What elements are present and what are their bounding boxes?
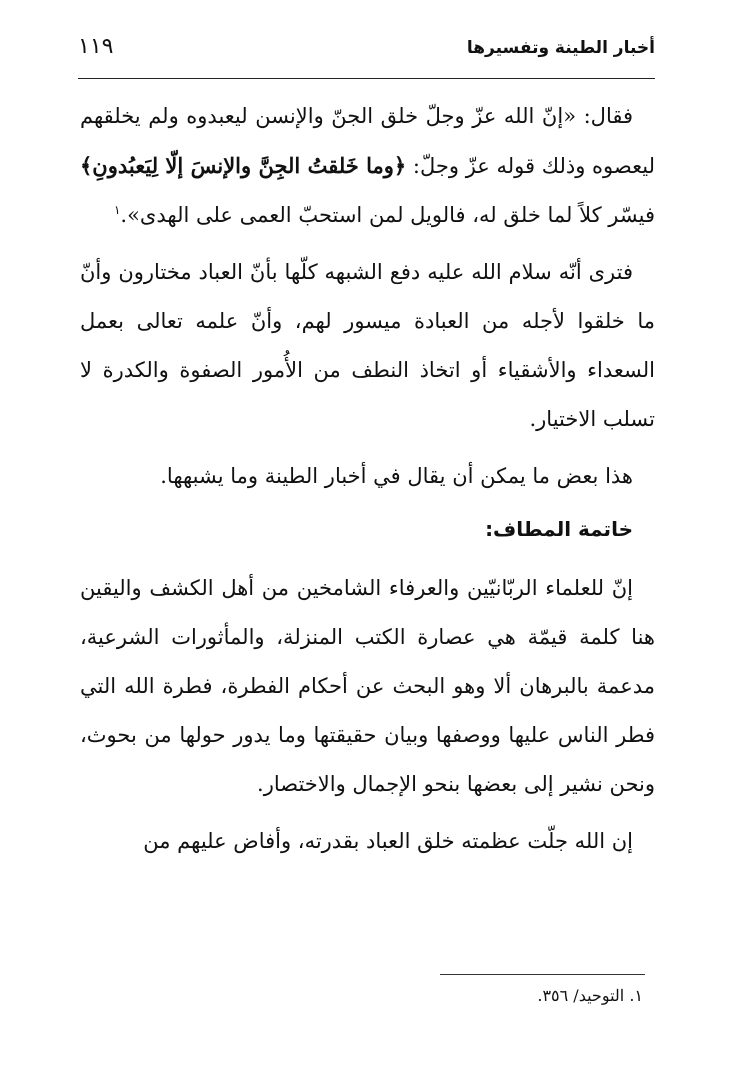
footnote-divider [440, 974, 645, 975]
paragraph-quote [80, 92, 655, 240]
paragraph-explanation: فترى أنّه سلام الله عليه دفع الشبهه كلّها بأنّ العباد مختارون وأنّ ما خلقوا لأجله من العبادة ميسور لهم، وأنّ علمه تعالى بعمل السعداء والأشقياء أو اتخاذ النطف من الأُمور الصفوة والكدرة لا تسلب الاختيار. [80, 260, 655, 431]
quran-verse: ﴿وما خَلقتُ الجِنَّ والإنسَ إلّا لِيَعبُدونِ﴾ [80, 153, 407, 178]
paragraph-quote-end: فيسّر كلاً لما خلق له، فالويل لمن استحبّ العمى على الهدى». [120, 203, 655, 227]
paragraph-quote-text: فقال: «إنّ الله عزّ وجلّ خلق الجنّ والإنسن ليعبدوه ولم يخلقهم ليعصوه وذلك قوله عزّ وجلّ: [80, 104, 655, 178]
paragraph-summary: هذا بعض ما يمكن أن يقال في أخبار الطينة وما يشبهها. [160, 464, 633, 488]
header-divider [78, 78, 655, 79]
paragraph-continuation: إن الله جلّت عظمته خلق العباد بقدرته، وأفاض عليهم من [143, 829, 633, 853]
page-header [78, 30, 655, 74]
footnote-marker: ١ [113, 203, 121, 217]
section-heading: خاتمة المطاف: [485, 517, 633, 541]
page-number: ١١٩ [78, 34, 114, 59]
footnote: ١. التوحيد/ ٣٥٦. [537, 986, 643, 1005]
body-text [80, 92, 655, 874]
running-title: أخبار الطينة وتفسيرها [466, 38, 655, 58]
paragraph-conclusion: إنّ للعلماء الربّانيّين والعرفاء الشامخين من أهل الكشف واليقين هنا كلمة قيمّة هي عصارة الكتب المنزلة، والمأثورات الشرعية، مدعمة بالبرهان ألا وهو البحث عن أحكام الفطرة، فطرة الله التي فطر الناس عليها ووصفها وبيان حقيقتها وما يدور حولها من بحوث، ونحن نشير إلى بعضها بنحو الإجمال والاختصار. [80, 576, 655, 796]
